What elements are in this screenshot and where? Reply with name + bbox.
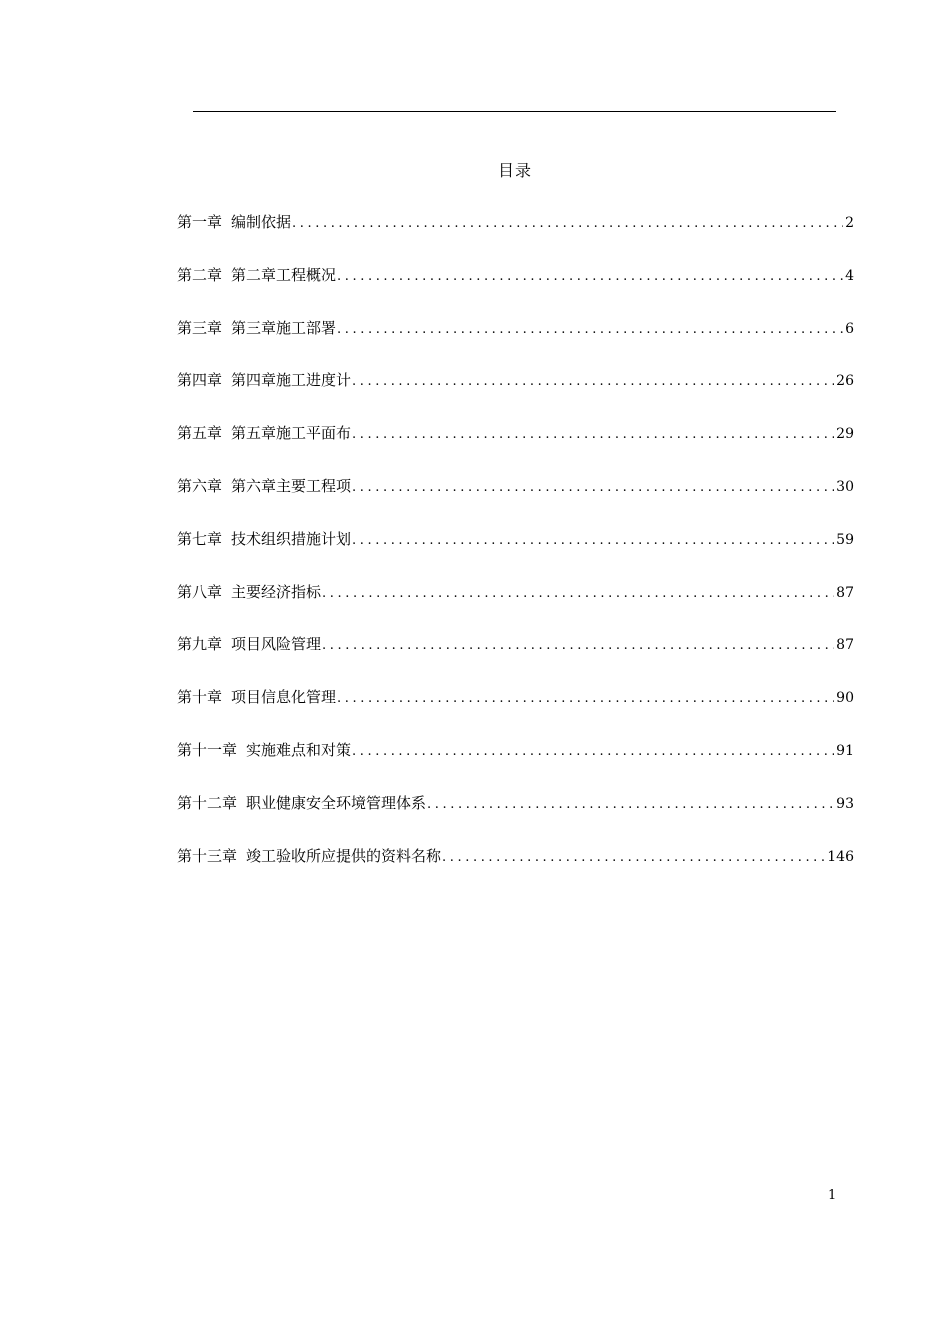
toc-chapter-number: 第二章 <box>177 265 223 284</box>
toc-page-number: 87 <box>836 637 854 654</box>
toc-entry[interactable] <box>177 473 854 526</box>
toc-entry[interactable] <box>177 684 854 737</box>
toc-page-number: 93 <box>836 795 854 812</box>
toc-list <box>177 209 854 895</box>
toc-dot-leader <box>292 211 843 237</box>
toc-dot-leader <box>352 739 834 765</box>
toc-heading: 职业健康安全环境管理体系 <box>246 793 427 812</box>
toc-heading: 竣工验收所应提供的资料名称 <box>246 846 442 865</box>
toc-heading: 主要经济指标 <box>231 582 322 601</box>
toc-heading: 第五章施工平面布 <box>231 424 352 443</box>
toc-entry[interactable] <box>177 209 854 262</box>
toc-chapter-number: 第十二章 <box>177 793 238 812</box>
toc-heading: 实施难点和对策 <box>246 740 352 759</box>
toc-dot-leader <box>337 317 843 343</box>
toc-page-number: 91 <box>836 742 854 759</box>
toc-heading: 第四章施工进度计 <box>231 371 352 390</box>
toc-dot-leader <box>352 422 834 448</box>
toc-dot-leader <box>337 686 834 712</box>
toc-entry[interactable] <box>177 737 854 790</box>
toc-dot-leader <box>322 581 834 607</box>
toc-title: 目录 <box>497 161 532 180</box>
toc-dot-leader <box>337 264 843 290</box>
toc-page-number: 146 <box>827 848 854 865</box>
footer-page-number: 1 <box>828 1188 837 1203</box>
toc-entry[interactable] <box>177 790 854 843</box>
toc-chapter-number: 第五章 <box>177 424 223 443</box>
header-rule <box>193 111 836 112</box>
toc-entry[interactable] <box>177 315 854 368</box>
toc-page-number: 29 <box>836 426 854 443</box>
toc-chapter-number: 第三章 <box>177 318 223 337</box>
toc-page-number: 30 <box>836 478 854 495</box>
toc-dot-leader <box>352 475 834 501</box>
toc-dot-leader <box>442 845 825 871</box>
toc-heading: 项目信息化管理 <box>231 688 337 707</box>
toc-heading: 编制依据 <box>231 213 292 231</box>
toc-page-number: 59 <box>836 531 854 548</box>
toc-heading: 第三章施工部署 <box>231 318 337 337</box>
toc-entry[interactable] <box>177 843 854 896</box>
toc-chapter-number: 第九章 <box>177 635 223 654</box>
toc-page-number: 87 <box>836 584 854 601</box>
toc-dot-leader <box>352 369 834 395</box>
toc-dot-leader <box>352 528 834 554</box>
toc-dot-leader <box>427 792 834 818</box>
toc-chapter-number: 第一章 <box>177 213 223 231</box>
toc-entry[interactable] <box>177 420 854 473</box>
toc-page-number: 2 <box>845 215 854 231</box>
toc-page-number: 90 <box>836 690 854 707</box>
toc-entry[interactable] <box>177 262 854 315</box>
toc-chapter-number: 第十三章 <box>177 846 238 865</box>
toc-entry[interactable] <box>177 367 854 420</box>
toc-heading: 第二章工程概况 <box>231 265 337 284</box>
toc-heading: 第六章主要工程项 <box>231 476 352 495</box>
toc-entry[interactable] <box>177 631 854 684</box>
toc-chapter-number: 第八章 <box>177 582 223 601</box>
toc-page-number: 4 <box>845 267 854 284</box>
toc-page-number: 26 <box>836 373 854 390</box>
toc-dot-leader <box>322 633 834 659</box>
toc-heading: 项目风险管理 <box>231 635 322 654</box>
toc-heading: 技术组织措施计划 <box>231 529 352 548</box>
toc-chapter-number: 第十章 <box>177 688 223 707</box>
toc-page-number: 6 <box>845 320 854 337</box>
toc-chapter-number: 第四章 <box>177 371 223 390</box>
toc-chapter-number: 第七章 <box>177 529 223 548</box>
toc-entry[interactable] <box>177 526 854 579</box>
toc-chapter-number: 第十一章 <box>177 740 238 759</box>
toc-entry[interactable] <box>177 579 854 632</box>
toc-chapter-number: 第六章 <box>177 476 223 495</box>
